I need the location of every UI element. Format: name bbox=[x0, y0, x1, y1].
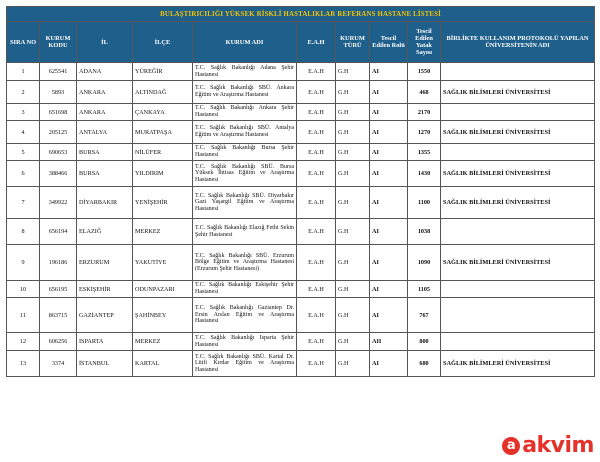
col-header-adi: KURUM ADI bbox=[193, 22, 297, 63]
row-kurum-adi: T.C. Sağlık Bakanlığı SBÜ. Bursa Yüksek İhtisas Eğitim ve Araştırma Hastanesi bbox=[193, 161, 297, 187]
row-yatak: 2170 bbox=[408, 104, 441, 121]
hospital-list-sheet bbox=[6, 6, 594, 377]
row-eah: E.A.H bbox=[297, 351, 336, 377]
table-row bbox=[7, 63, 595, 81]
row-eah: E.A.H bbox=[297, 298, 336, 333]
row-eah: E.A.H bbox=[297, 245, 336, 281]
table-row bbox=[7, 104, 595, 121]
row-kurum-adi: T.C. Sağlık Bakanlığı Ankara Şehir Hastanesi bbox=[193, 104, 297, 121]
row-kurum-adi: T.C. Sağlık Bakanlığı Eskişehir Şehir Hastanesi bbox=[193, 281, 297, 298]
row-eah: E.A.H bbox=[297, 281, 336, 298]
row-kurum-adi: T.C. Sağlık Bakanlığı SBÜ. Kartal Dr. Lütfi Kırdar Eğitim ve Araştırma Hastanesi bbox=[193, 351, 297, 377]
row-eah: E.A.H bbox=[297, 63, 336, 81]
row-il: ESKİŞEHİR bbox=[77, 281, 133, 298]
table-body bbox=[7, 63, 595, 377]
row-ilce: KARTAL bbox=[133, 351, 193, 377]
row-kurum-adi: T.C. Sağlık Bakanlığı Adana Şehir Hastanesi bbox=[193, 63, 297, 81]
row-sira-no: 6 bbox=[7, 161, 40, 187]
row-kurum-turu: G.H bbox=[336, 281, 370, 298]
row-il: ISPARTA bbox=[77, 333, 133, 351]
row-universite bbox=[441, 104, 595, 121]
row-yatak: 1355 bbox=[408, 144, 441, 161]
row-kurum-adi: T.C. Sağlık Bakanlığı SBÜ. Antalya Eğitim ve Araştırma Hastanesi bbox=[193, 121, 297, 144]
row-eah: E.A.H bbox=[297, 81, 336, 104]
row-kurum-kodu: 656194 bbox=[40, 219, 77, 245]
row-universite: SAĞLIK BİLİMLERİ ÜNİVERSİTESİ bbox=[441, 121, 595, 144]
row-ilce: MURATPAŞA bbox=[133, 121, 193, 144]
row-ilce: MERKEZ bbox=[133, 333, 193, 351]
row-universite bbox=[441, 144, 595, 161]
row-rol: AI bbox=[370, 298, 408, 333]
row-kurum-turu: G.H bbox=[336, 298, 370, 333]
col-header-yatak: Tescil Edilen Yatak Sayısı bbox=[408, 22, 441, 63]
row-kurum-turu: G.H bbox=[336, 81, 370, 104]
table-row bbox=[7, 333, 595, 351]
row-kurum-turu: G.H bbox=[336, 219, 370, 245]
row-yatak: 1270 bbox=[408, 121, 441, 144]
col-header-uni: BİRLİKTE KULLANIM PROTOKOLÜ YAPILAN ÜNİVERSİTENİN ADI bbox=[441, 22, 595, 63]
row-yatak: 1430 bbox=[408, 161, 441, 187]
row-kurum-kodu: 656195 bbox=[40, 281, 77, 298]
row-kurum-adi: T.C. Sağlık Bakanlığı SBÜ. Erzurum Bölge Eğitim ve Araştırma Hastanesi (Erzurum Şehir Hastanesi) bbox=[193, 245, 297, 281]
row-kurum-kodu: 205125 bbox=[40, 121, 77, 144]
row-il: GAZİANTEP bbox=[77, 298, 133, 333]
row-eah: E.A.H bbox=[297, 161, 336, 187]
row-rol: AI bbox=[370, 104, 408, 121]
row-kurum-adi: T.C. Sağlık Bakanlığı Isparta Şehir Hastanesi bbox=[193, 333, 297, 351]
row-ilce: YILDIRIM bbox=[133, 161, 193, 187]
row-rol: AI bbox=[370, 121, 408, 144]
row-eah: E.A.H bbox=[297, 333, 336, 351]
row-universite: SAĞLIK BİLİMLERİ ÜNİVERSİTESİ bbox=[441, 245, 595, 281]
row-rol: AI bbox=[370, 161, 408, 187]
row-ilce: YÜREĞİR bbox=[133, 63, 193, 81]
row-sira-no: 1 bbox=[7, 63, 40, 81]
row-il: BURSA bbox=[77, 161, 133, 187]
row-yatak: 680 bbox=[408, 351, 441, 377]
row-yatak: 1105 bbox=[408, 281, 441, 298]
row-sira-no: 10 bbox=[7, 281, 40, 298]
row-rol: AI bbox=[370, 219, 408, 245]
row-yatak: 767 bbox=[408, 298, 441, 333]
row-il: ANTALYA bbox=[77, 121, 133, 144]
hospital-table bbox=[6, 6, 595, 377]
row-il: BURSA bbox=[77, 144, 133, 161]
row-ilce: YENİŞEHİR bbox=[133, 187, 193, 219]
row-rol: AI bbox=[370, 245, 408, 281]
row-kurum-adi: T.C. Sağlık Bakanlığı Elazığ Fethi Sekin Şehir Hastanesi bbox=[193, 219, 297, 245]
row-universite bbox=[441, 298, 595, 333]
row-rol: AII bbox=[370, 333, 408, 351]
row-kurum-turu: G.H bbox=[336, 63, 370, 81]
row-kurum-kodu: 606256 bbox=[40, 333, 77, 351]
row-rol: AI bbox=[370, 144, 408, 161]
akvim-logo-icon: a bbox=[502, 437, 520, 455]
row-sira-no: 7 bbox=[7, 187, 40, 219]
row-kurum-kodu: 5893 bbox=[40, 81, 77, 104]
row-eah: E.A.H bbox=[297, 219, 336, 245]
table-row bbox=[7, 245, 595, 281]
table-row bbox=[7, 281, 595, 298]
row-universite bbox=[441, 219, 595, 245]
row-ilce: MERKEZ bbox=[133, 219, 193, 245]
table-row bbox=[7, 121, 595, 144]
row-ilce: ODUNPAZARI bbox=[133, 281, 193, 298]
row-yatak: 1550 bbox=[408, 63, 441, 81]
table-row bbox=[7, 161, 595, 187]
row-rol: AI bbox=[370, 63, 408, 81]
row-sira-no: 5 bbox=[7, 144, 40, 161]
row-ilce: ŞAHİNBEY bbox=[133, 298, 193, 333]
row-sira-no: 11 bbox=[7, 298, 40, 333]
table-row bbox=[7, 81, 595, 104]
row-eah: E.A.H bbox=[297, 121, 336, 144]
row-il: ANKARA bbox=[77, 104, 133, 121]
col-header-eah: E.A.H bbox=[297, 22, 336, 63]
row-yatak: 468 bbox=[408, 81, 441, 104]
row-kurum-kodu: 863715 bbox=[40, 298, 77, 333]
row-sira-no: 8 bbox=[7, 219, 40, 245]
row-il: ADANA bbox=[77, 63, 133, 81]
table-row bbox=[7, 187, 595, 219]
row-universite: SAĞLIK BİLİMLERİ ÜNİVERSİTESİ bbox=[441, 161, 595, 187]
row-rol: AI bbox=[370, 81, 408, 104]
row-il: ERZURUM bbox=[77, 245, 133, 281]
row-rol: AI bbox=[370, 187, 408, 219]
row-il: DİYARBAKIR bbox=[77, 187, 133, 219]
table-row bbox=[7, 351, 595, 377]
row-kurum-turu: G.H bbox=[336, 187, 370, 219]
row-kurum-turu: G.H bbox=[336, 144, 370, 161]
row-ilce: NİLÜFER bbox=[133, 144, 193, 161]
row-kurum-kodu: 3374 bbox=[40, 351, 77, 377]
row-universite: SAĞLIK BİLİMLERİ ÜNİVERSİTESİ bbox=[441, 351, 595, 377]
row-kurum-adi: T.C. Sağlık Bakanlığı SBÜ. Ankara Eğitim ve Araştırma Hastanesi bbox=[193, 81, 297, 104]
row-universite bbox=[441, 333, 595, 351]
row-yatak: 1038 bbox=[408, 219, 441, 245]
col-header-sira: SIRA NO bbox=[7, 22, 40, 63]
table-title-row bbox=[7, 7, 595, 22]
col-header-rol: Tescil Edilen Rolü bbox=[370, 22, 408, 63]
akvim-logo-text: akvim bbox=[522, 433, 594, 458]
row-yatak: 1100 bbox=[408, 187, 441, 219]
row-sira-no: 3 bbox=[7, 104, 40, 121]
row-il: ELAZIĞ bbox=[77, 219, 133, 245]
row-yatak: 800 bbox=[408, 333, 441, 351]
row-kurum-turu: G.H bbox=[336, 351, 370, 377]
row-kurum-adi: T.C. Sağlık Bakanlığı Gaziantep Dr. Ersin Arslan Eğitim ve Araştırma Hastanesi bbox=[193, 298, 297, 333]
row-kurum-kodu: 625541 bbox=[40, 63, 77, 81]
col-header-il: İL bbox=[77, 22, 133, 63]
row-eah: E.A.H bbox=[297, 144, 336, 161]
col-header-kod: KURUM KODU bbox=[40, 22, 77, 63]
row-eah: E.A.H bbox=[297, 187, 336, 219]
row-kurum-adi: T.C. Sağlık Bakanlığı Bursa Şehir Hastanesi bbox=[193, 144, 297, 161]
row-universite: SAĞLIK BİLİMLERİ ÜNİVERSİTESİ bbox=[441, 81, 595, 104]
row-kurum-kodu: 349922 bbox=[40, 187, 77, 219]
col-header-tur: KURUM TÜRÜ bbox=[336, 22, 370, 63]
row-kurum-kodu: 388466 bbox=[40, 161, 77, 187]
row-sira-no: 2 bbox=[7, 81, 40, 104]
row-il: İSTANBUL bbox=[77, 351, 133, 377]
row-rol: AI bbox=[370, 281, 408, 298]
row-sira-no: 13 bbox=[7, 351, 40, 377]
row-il: ANKARA bbox=[77, 81, 133, 104]
row-kurum-turu: G.H bbox=[336, 161, 370, 187]
row-rol: AI bbox=[370, 351, 408, 377]
row-eah: E.A.H bbox=[297, 104, 336, 121]
row-sira-no: 4 bbox=[7, 121, 40, 144]
row-ilce: YAKUTİYE bbox=[133, 245, 193, 281]
row-ilce: ALTINDAĞ bbox=[133, 81, 193, 104]
table-row bbox=[7, 298, 595, 333]
col-header-ilce: İLÇE bbox=[133, 22, 193, 63]
row-kurum-kodu: 651698 bbox=[40, 104, 77, 121]
row-kurum-turu: G.H bbox=[336, 121, 370, 144]
row-kurum-kodu: 690653 bbox=[40, 144, 77, 161]
row-universite: SAĞLIK BİLİMLERİ ÜNİVERSİTESİ bbox=[441, 187, 595, 219]
row-kurum-adi: T.C. Sağlık Bakanlığı SBÜ. Diyarbakır Gazi Yaşargil Eğitim ve Araştırma Hastanesi bbox=[193, 187, 297, 219]
row-sira-no: 12 bbox=[7, 333, 40, 351]
row-ilce: ÇANKAYA bbox=[133, 104, 193, 121]
row-kurum-turu: G.H bbox=[336, 245, 370, 281]
table-row bbox=[7, 219, 595, 245]
table-row bbox=[7, 144, 595, 161]
row-universite bbox=[441, 281, 595, 298]
row-kurum-kodu: 196186 bbox=[40, 245, 77, 281]
row-yatak: 1090 bbox=[408, 245, 441, 281]
row-kurum-turu: G.H bbox=[336, 333, 370, 351]
table-header-row bbox=[7, 22, 595, 63]
table-title: BULAŞTIRICILIĞI YÜKSEK RİSKLİ HASTALIKLAR REFERANS HASTANE LİSTESİ bbox=[7, 7, 595, 22]
row-universite bbox=[441, 63, 595, 81]
row-sira-no: 9 bbox=[7, 245, 40, 281]
row-kurum-turu: G.H bbox=[336, 104, 370, 121]
akvim-watermark bbox=[502, 433, 594, 458]
